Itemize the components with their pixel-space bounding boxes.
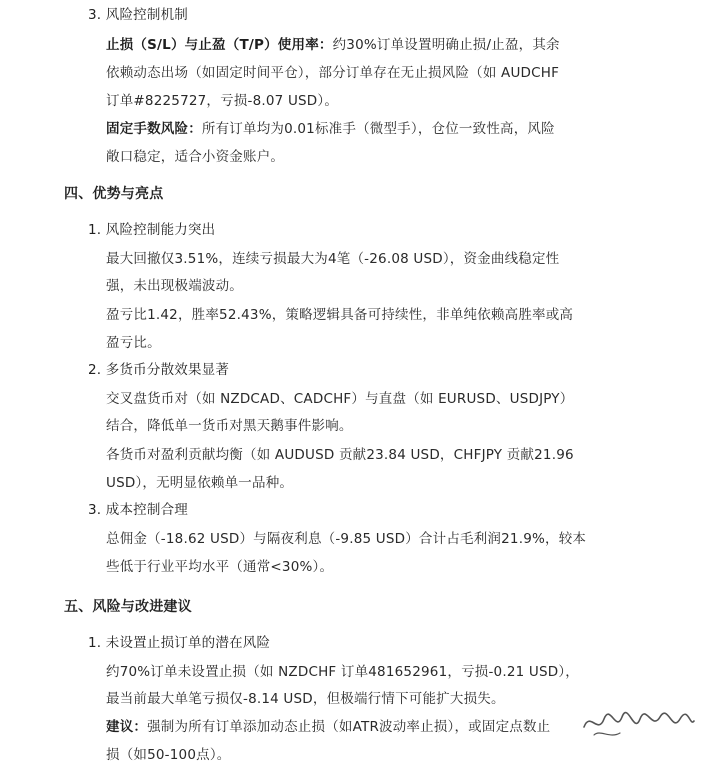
sl-tp-paragraph-line2: 依赖动态出场（如固定时间平仓），部分订单存在无止损风险（如 AUDCHF (106, 65, 560, 81)
section-4-2-p1-line2: 结合，降低单一货币对黑天鹅事件影响。 (106, 418, 353, 434)
advice-paragraph-line2: 损（如50-100点）。 (106, 747, 231, 763)
section-4-2-heading: 2. 多货币分散效果显著 (88, 362, 230, 378)
section-4-3-p1-line2: 些低于行业平均水平（通常<30%）。 (106, 559, 334, 575)
section-4-2-p2-line1: 各货币对盈利贡献均衡（如 AUDUSD 贡献23.84 USD，CHFJPY 贡献21.96 (106, 447, 574, 463)
section-4-3-heading: 3. 成本控制合理 (88, 502, 188, 518)
section-4-1-p2-line1: 盈亏比1.42，胜率52.43%，策略逻辑具备可持续性，非单纯依赖高胜率或高 (106, 307, 574, 323)
section-4-3-p1-line1: 总佣金（-18.62 USD）与隔夜利息（-9.85 USD）合计占毛利润21.9%，较本 (106, 531, 587, 547)
sl-tp-text: 约30%订单设置明确止损/止盈，其余 (332, 37, 560, 53)
section-4-1-p1-line2: 强，未出现极端波动。 (106, 278, 243, 294)
section-4-1-heading: 1. 风险控制能力突出 (88, 222, 216, 238)
fixed-lot-paragraph-line2: 敞口稳定，适合小资金账户。 (106, 149, 285, 165)
advice-label: 建议： (106, 719, 148, 735)
section-5-1-p1-line1: 约70%订单未设置止损（如 NZDCHF 订单481652961，亏损-0.21 USD）， (106, 664, 579, 680)
section-5-1-p1-line2: 最当前最大单笔亏损仅-8.14 USD，但极端行情下可能扩大损失。 (106, 691, 505, 707)
advice-paragraph-line1 (106, 715, 550, 735)
sl-tp-label: 止损（S/L）与止盈（T/P）使用率： (106, 37, 333, 53)
fixed-lot-label: 固定手数风险： (106, 121, 202, 137)
section-4-2-p2-line2: USD），无明显依赖单一品种。 (106, 475, 294, 491)
section-3-3-heading: 3. 风险控制机制 (88, 7, 188, 23)
section-4-1-p2-line2: 盈亏比。 (106, 335, 161, 351)
section-4-heading: 四、优势与亮点 (64, 186, 164, 202)
fixed-lot-text: 所有订单均为0.01标准手（微型手），仓位一致性高，风险 (201, 121, 555, 137)
section-5-heading: 五、风险与改进建议 (64, 599, 192, 615)
sl-tp-paragraph-line1 (106, 33, 560, 53)
handwritten-scribble-icon (580, 705, 698, 741)
section-5-1-heading: 1. 未设置止损订单的潜在风险 (88, 635, 271, 651)
sl-tp-paragraph-line3: 订单#8225727，亏损-8.07 USD）。 (106, 93, 339, 109)
advice-text: 强制为所有订单添加动态止损（如ATR波动率止损），或固定点数止 (147, 719, 551, 735)
section-4-1-p1-line1: 最大回撤仅3.51%，连续亏损最大为4笔（-26.08 USD），资金曲线稳定性 (106, 251, 560, 267)
section-4-2-p1-line1: 交叉盘货币对（如 NZDCAD、CADCHF）与直盘（如 EURUSD、USDJPY） (106, 391, 574, 407)
fixed-lot-paragraph-line1 (106, 117, 555, 137)
